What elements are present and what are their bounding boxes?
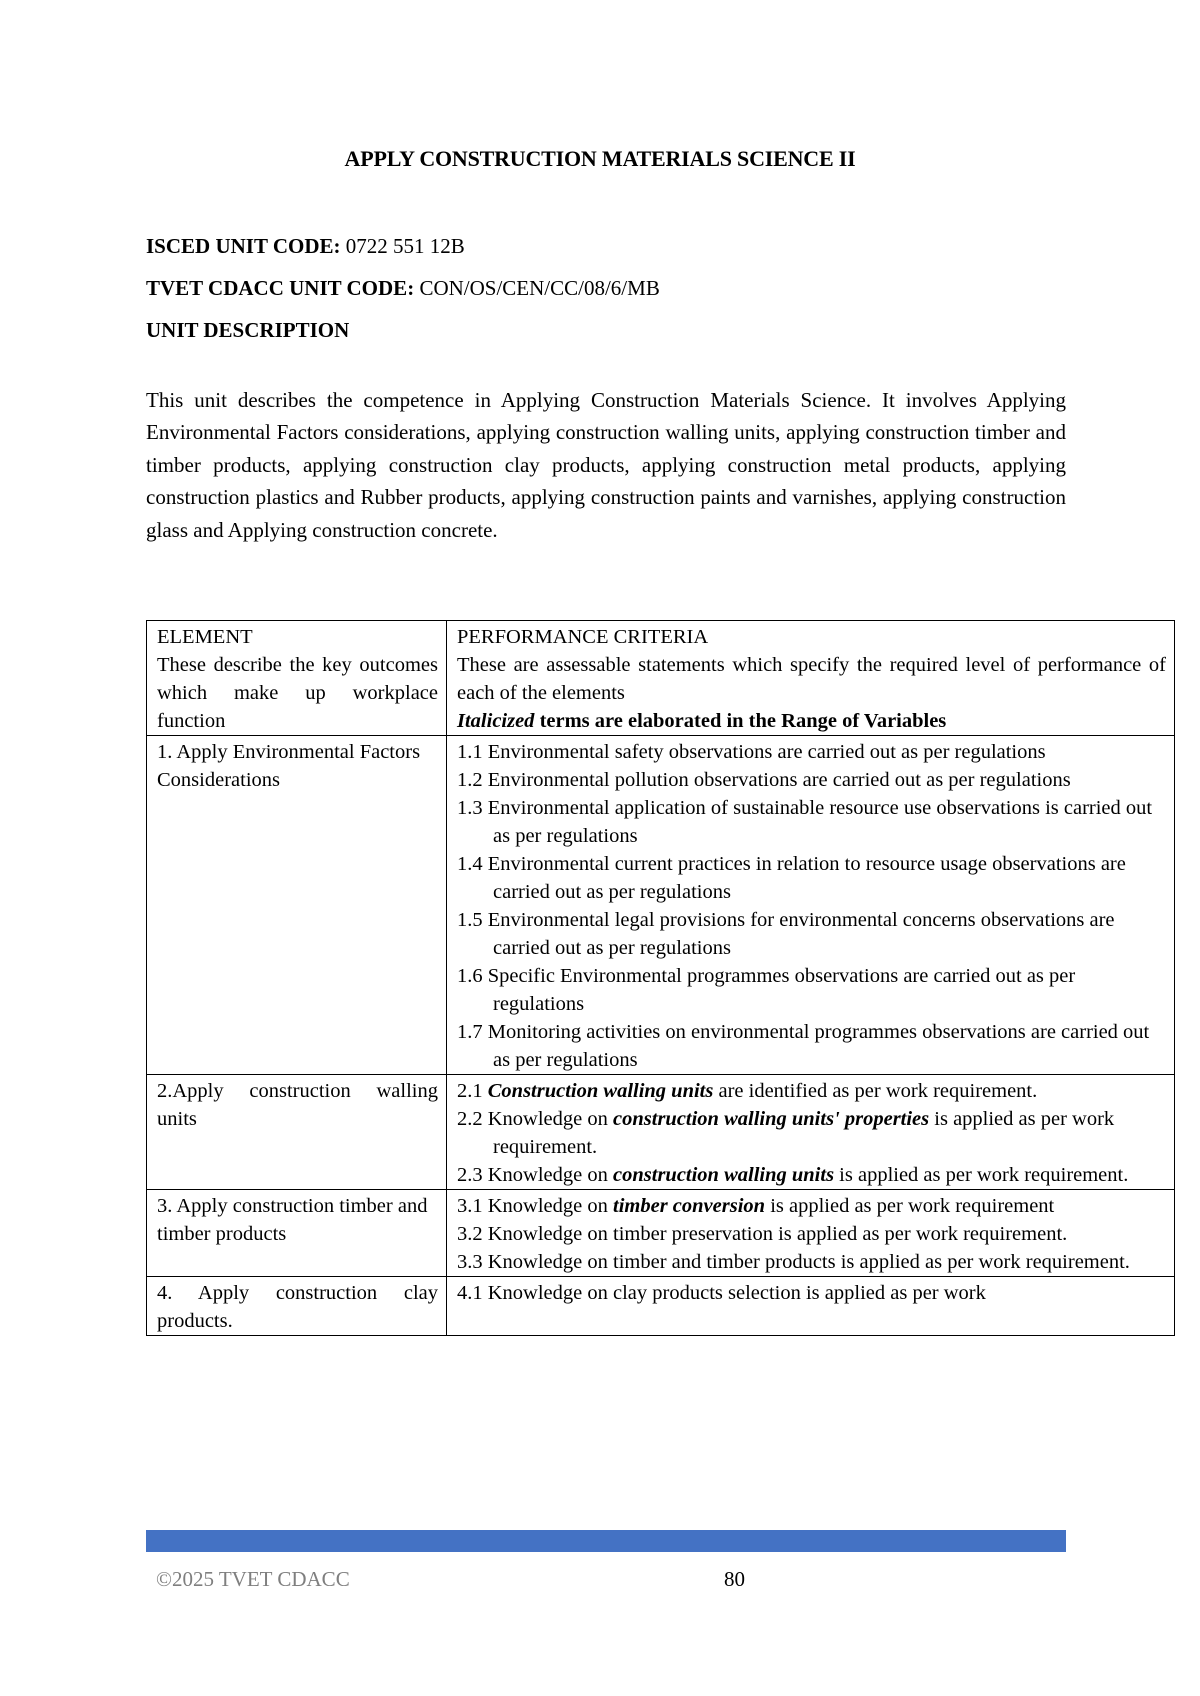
criteria-text: 2.2 Knowledge on <box>457 1108 614 1130</box>
italic-note-term: Italicized <box>457 710 535 732</box>
criteria-item: 1.4 Environmental current practices in relation to resource usage observations are carried out as per regulations <box>457 853 1126 903</box>
italic-note <box>457 707 1166 735</box>
footer-bar <box>146 1530 1066 1552</box>
criteria-item: 1.5 Environmental legal provisions for environmental concerns observations are carried out as per regulations <box>457 909 1115 959</box>
tvet-code-label: TVET CDACC UNIT CODE: <box>146 276 415 300</box>
criteria-emphasis-text: Construction walling units <box>487 1080 714 1102</box>
element-cell <box>147 736 447 1075</box>
criteria-emphasis-text: timber conversion <box>613 1195 766 1217</box>
tvet-code-value: CON/OS/CEN/CC/08/6/MB <box>414 276 660 300</box>
criteria-text: 2.1 <box>457 1080 488 1102</box>
criteria-emphasis-text: construction walling units' properties <box>613 1108 930 1130</box>
element-text: 3. Apply construction timber and timber products <box>157 1195 428 1245</box>
criteria-emphasis <box>488 1080 714 1102</box>
criteria-header-desc: These are assessable statements which specify the required level of performance of each of the elements <box>457 654 1166 704</box>
criteria-text: is applied as per work requirement. <box>493 1108 1115 1158</box>
criteria-item <box>457 1077 1166 1105</box>
criteria-item: 3.2 Knowledge on timber preservation is applied as per work requirement. <box>457 1223 1068 1245</box>
unit-description-heading: UNIT DESCRIPTION <box>146 318 350 342</box>
criteria-header-cell <box>447 621 1175 736</box>
isced-code-label: ISCED UNIT CODE: <box>146 234 341 258</box>
unit-codes <box>146 232 660 358</box>
criteria-emphasis <box>613 1164 834 1186</box>
criteria-cell <box>447 1075 1175 1190</box>
criteria-item: 4.1 Knowledge on clay products selection is applied as per work <box>457 1282 986 1304</box>
criteria-item: 1.6 Specific Environmental programmes observations are carried out as per regulations <box>457 965 1076 1015</box>
criteria-emphasis <box>613 1108 929 1130</box>
criteria-item: 1.3 Environmental application of sustainable resource use observations is carried out as per regulations <box>457 797 1153 847</box>
footer-copyright: ©2025 TVET CDACC <box>156 1567 350 1591</box>
criteria-text: are identified as per work requirement. <box>713 1080 1038 1102</box>
criteria-list <box>457 1077 1166 1189</box>
element-text: 2.Apply construction walling units <box>157 1080 438 1130</box>
criteria-item: 3.3 Knowledge on timber and timber products is applied as per work requirement. <box>457 1251 1130 1273</box>
criteria-cell <box>447 1277 1175 1336</box>
tvet-code-line <box>146 274 660 316</box>
table-row <box>147 1075 1175 1190</box>
criteria-cell <box>447 1190 1175 1277</box>
element-text: 1. Apply Environmental Factors Considerations <box>157 741 421 791</box>
criteria-item: 1.1 Environmental safety observations are carried out as per regulations <box>457 741 1046 763</box>
criteria-item: 1.7 Monitoring activities on environmental programmes observations are carried out as per regulations <box>457 1021 1150 1071</box>
page-number: 80 <box>724 1567 745 1591</box>
criteria-item <box>457 1192 1166 1220</box>
element-header-cell <box>147 621 447 736</box>
table-header-row <box>147 621 1175 736</box>
element-cell <box>147 1075 447 1190</box>
criteria-text: 2.3 Knowledge on <box>457 1164 614 1186</box>
unit-title: APPLY CONSTRUCTION MATERIALS SCIENCE II <box>344 146 856 171</box>
criteria-text: 3.1 Knowledge on <box>457 1195 614 1217</box>
criteria-header-title: PERFORMANCE CRITERIA <box>457 626 709 648</box>
italic-note-rest: terms are elaborated in the Range of Variables <box>534 710 947 732</box>
criteria-text: is applied as per work requirement <box>765 1195 1055 1217</box>
unit-description-text: This unit describes the competence in Applying Construction Materials Science. It involves Applying Environmental Factors considerations, applying construction walling units, applying construction timber and timber products, applying construction clay products, applying construction metal products, applying construction plastics and Rubber products, applying construction paints and varnishes, applying construction glass and Applying construction concrete. <box>146 388 1066 542</box>
table-row <box>147 1190 1175 1277</box>
criteria-list <box>457 1279 1166 1307</box>
isced-code-line <box>146 232 660 274</box>
element-cell <box>147 1277 447 1336</box>
criteria-list <box>457 1192 1166 1276</box>
table-row <box>147 1277 1175 1336</box>
criteria-item <box>457 1161 1166 1189</box>
element-cell <box>147 1190 447 1277</box>
criteria-cell <box>447 736 1175 1075</box>
criteria-list <box>457 738 1166 1074</box>
criteria-item: 1.2 Environmental pollution observations are carried out as per regulations <box>457 769 1071 791</box>
element-header-title: ELEMENT <box>157 626 253 648</box>
criteria-item <box>457 1105 1166 1161</box>
criteria-text: is applied as per work requirement. <box>834 1164 1129 1186</box>
criteria-emphasis-text: construction walling units <box>613 1164 835 1186</box>
performance-criteria-table <box>146 620 1175 1336</box>
element-header-desc: These describe the key outcomes which make up workplace function <box>157 654 438 732</box>
table-row <box>147 736 1175 1075</box>
isced-code-value: 0722 551 12B <box>340 234 465 258</box>
element-text: 4. Apply construction clay products. <box>157 1282 438 1332</box>
criteria-emphasis <box>613 1195 765 1217</box>
